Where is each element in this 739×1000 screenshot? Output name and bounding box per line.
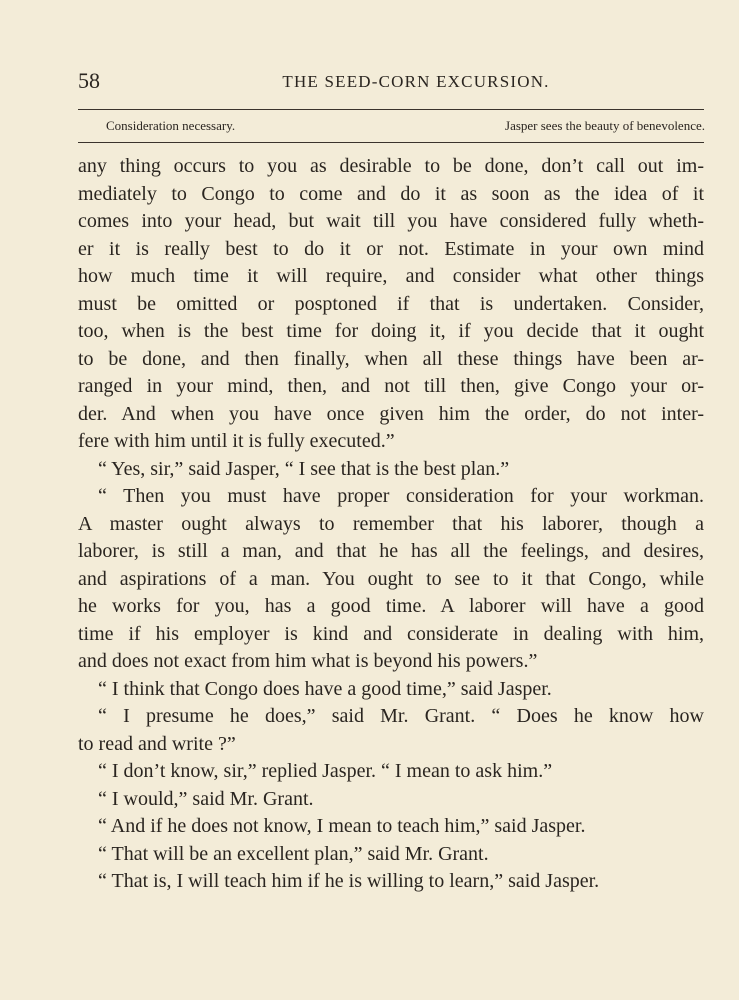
body-text <box>78 153 704 896</box>
body-line: mediately to Congo to come and do it as soon as the idea of it <box>78 182 704 205</box>
body-line: laborer, is still a man, and that he has all the feelings, and desires, <box>78 540 704 562</box>
body-line: “ Yes, sir,” said Jasper, “ I see that is the best plan.” <box>98 457 510 480</box>
body-line: “ I would,” said Mr. Grant. <box>98 787 314 810</box>
body-line: any thing occurs to you as desirable to be done, don’t call out im- <box>78 155 704 177</box>
page-number: 58 <box>78 68 100 93</box>
body-line: time if his employer is kind and considerate in dealing with him, <box>78 622 704 645</box>
header-rule-top <box>78 109 704 110</box>
body-line: “ That will be an excellent plan,” said Mr. Grant. <box>98 842 489 865</box>
running-head <box>78 66 704 96</box>
body-line: how much time it will require, and consider what other things <box>78 265 704 287</box>
body-line: der. And when you have once given him the order, do not inter- <box>78 402 704 425</box>
body-line: to read and write ?” <box>78 732 236 755</box>
body-line: fere with him until it is fully executed.” <box>78 430 395 452</box>
body-line: “ I presume he does,” said Mr. Grant. “ Does he know how <box>98 705 704 727</box>
body-line: “ And if he does not know, I mean to teach him,” said Jasper. <box>98 815 586 837</box>
body-line: er it is really best to do it or not. Estimate in your own mind <box>78 237 704 260</box>
body-line: comes into your head, but wait till you have considered fully wheth- <box>78 210 704 232</box>
marginal-notes <box>106 116 705 136</box>
header-rule-bottom <box>78 142 704 143</box>
body-line: too, when is the best time for doing it, if you decide that it ought <box>78 320 704 342</box>
body-line: he works for you, has a good time. A laborer will have a good <box>78 595 704 617</box>
body-line: A master ought always to remember that his laborer, though a <box>78 512 704 535</box>
body-line: “ I think that Congo does have a good time,” said Jasper. <box>98 677 552 700</box>
body-line: ranged in your mind, then, and not till then, give Congo your or- <box>78 375 704 397</box>
body-line: “ That is, I will teach him if he is willing to learn,” said Jasper. <box>98 870 600 892</box>
body-line: “ I don’t know, sir,” replied Jasper. “ I mean to ask him.” <box>98 760 553 782</box>
body-line: to be done, and then finally, when all these things have been ar- <box>78 347 704 370</box>
marginal-note-right: Jasper sees the beauty of benevolence. <box>505 118 705 133</box>
body-line: and does not exact from him what is beyond his powers.” <box>78 650 538 672</box>
book-title: THE SEED-CORN EXCURSION. <box>282 72 550 91</box>
body-line: and aspirations of a man. You ought to see to it that Congo, while <box>78 567 704 590</box>
body-line: “ Then you must have proper consideration for your workman. <box>98 485 704 507</box>
body-line: must be omitted or posptoned if that is undertaken. Consider, <box>78 292 704 315</box>
marginal-note-left: Consideration necessary. <box>106 118 236 133</box>
